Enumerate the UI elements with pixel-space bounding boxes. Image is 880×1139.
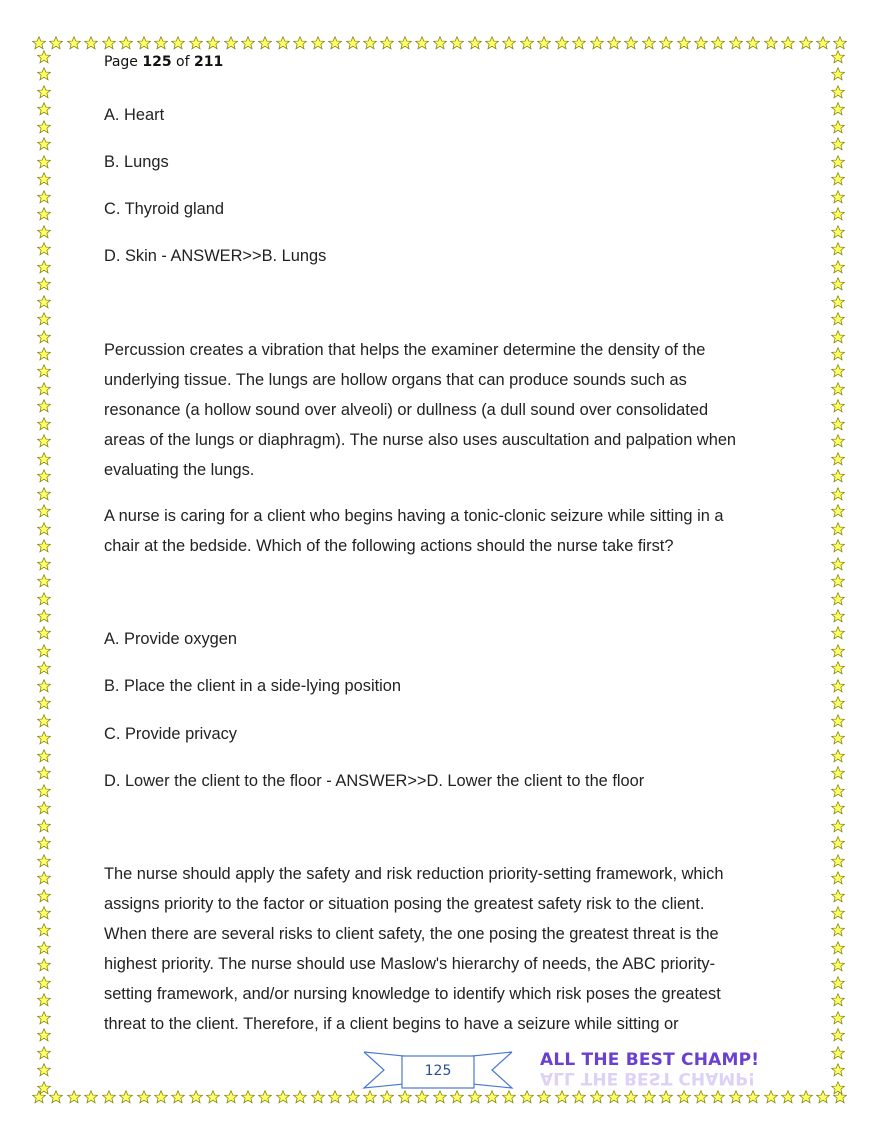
star-icon — [831, 906, 845, 920]
star-icon — [816, 1090, 830, 1104]
star-icon — [659, 36, 673, 50]
star-icon — [831, 382, 845, 396]
star-border-left — [35, 50, 53, 1095]
star-icon — [37, 731, 51, 745]
star-icon — [32, 36, 46, 50]
star-icon — [831, 190, 845, 204]
star-icon — [37, 696, 51, 710]
star-icon — [37, 574, 51, 588]
star-icon — [84, 36, 98, 50]
star-icon — [831, 277, 845, 291]
star-icon — [37, 382, 51, 396]
star-icon — [831, 522, 845, 536]
star-icon — [831, 504, 845, 518]
star-icon — [37, 766, 51, 780]
star-icon — [258, 1090, 272, 1104]
star-icon — [328, 36, 342, 50]
star-icon — [555, 1090, 569, 1104]
star-icon — [555, 36, 569, 50]
star-icon — [37, 504, 51, 518]
star-icon — [37, 889, 51, 903]
star-icon — [831, 626, 845, 640]
star-icon — [137, 1090, 151, 1104]
star-icon — [37, 364, 51, 378]
star-icon — [37, 923, 51, 937]
option-b: B. Lungs — [104, 153, 169, 171]
star-icon — [37, 557, 51, 571]
star-icon — [831, 452, 845, 466]
star-icon — [311, 36, 325, 50]
current-page: 125 — [142, 54, 172, 70]
star-icon — [831, 1046, 845, 1060]
star-icon — [831, 592, 845, 606]
star-icon — [468, 36, 482, 50]
star-icon — [37, 784, 51, 798]
star-icon — [37, 1011, 51, 1025]
star-icon — [831, 207, 845, 221]
star-icon — [729, 1090, 743, 1104]
page-of: of — [176, 54, 190, 70]
star-icon — [831, 295, 845, 309]
star-icon — [37, 85, 51, 99]
star-icon — [119, 1090, 133, 1104]
star-icon — [831, 260, 845, 274]
star-icon — [831, 889, 845, 903]
star-icon — [433, 36, 447, 50]
star-icon — [831, 539, 845, 553]
star-icon — [37, 958, 51, 972]
text-line: threat to the client. Therefore, if a client begins to have a seizure while sitting or — [104, 1015, 679, 1033]
star-icon — [37, 469, 51, 483]
star-icon — [831, 1011, 845, 1025]
star-icon — [537, 36, 551, 50]
star-icon — [816, 36, 830, 50]
star-icon — [37, 417, 51, 431]
star-icon — [37, 976, 51, 990]
star-icon — [398, 36, 412, 50]
star-icon — [224, 36, 238, 50]
star-icon — [119, 36, 133, 50]
star-icon — [37, 1063, 51, 1077]
star-icon — [694, 1090, 708, 1104]
star-icon — [37, 906, 51, 920]
star-icon — [189, 1090, 203, 1104]
text-line: setting framework, and/or nursing knowledge to identify which risk poses the greatest — [104, 985, 721, 1003]
star-icon — [624, 1090, 638, 1104]
star-border-right — [829, 50, 847, 1095]
star-icon — [37, 487, 51, 501]
star-icon — [37, 592, 51, 606]
star-icon — [831, 609, 845, 623]
star-icon — [276, 1090, 290, 1104]
star-icon — [590, 36, 604, 50]
star-icon — [37, 434, 51, 448]
star-icon — [831, 714, 845, 728]
star-icon — [37, 172, 51, 186]
star-icon — [37, 277, 51, 291]
star-icon — [241, 1090, 255, 1104]
star-icon — [37, 399, 51, 413]
star-icon — [831, 434, 845, 448]
explanation-paragraph-2 — [104, 859, 784, 1039]
star-icon — [831, 749, 845, 763]
question-paragraph — [104, 501, 784, 561]
star-icon — [37, 1081, 51, 1095]
star-icon — [37, 102, 51, 116]
text-line: underlying tissue. The lungs are hollow organs that can produce sounds such as — [104, 371, 687, 389]
star-icon — [37, 836, 51, 850]
star-icon — [450, 36, 464, 50]
option-c: C. Provide privacy — [104, 725, 237, 743]
star-icon — [37, 190, 51, 204]
star-icon — [831, 976, 845, 990]
star-icon — [831, 731, 845, 745]
star-icon — [572, 36, 586, 50]
star-icon — [206, 1090, 220, 1104]
star-icon — [746, 36, 760, 50]
text-line: areas of the lungs or diaphragm). The nurse also uses auscultation and palpation when — [104, 431, 737, 449]
star-icon — [37, 871, 51, 885]
star-icon — [831, 347, 845, 361]
star-icon — [831, 312, 845, 326]
star-icon — [659, 1090, 673, 1104]
star-icon — [590, 1090, 604, 1104]
option-a: A. Provide oxygen — [104, 630, 238, 648]
star-icon — [485, 36, 499, 50]
option-c: C. Thyroid gland — [104, 200, 224, 218]
star-icon — [67, 1090, 81, 1104]
star-icon — [677, 1090, 691, 1104]
champ-slogan: ALL THE BEST CHAMP! — [540, 1050, 760, 1070]
star-icon — [37, 137, 51, 151]
star-icon — [37, 679, 51, 693]
star-icon — [831, 766, 845, 780]
star-icon — [831, 574, 845, 588]
star-icon — [37, 67, 51, 81]
star-icon — [154, 1090, 168, 1104]
page-header — [104, 54, 223, 70]
star-icon — [624, 36, 638, 50]
star-icon — [37, 295, 51, 309]
star-icon — [171, 36, 185, 50]
star-icon — [831, 137, 845, 151]
star-icon — [37, 452, 51, 466]
text-line: When there are several risks to client safety, the one posing the greatest threat is the — [104, 925, 719, 943]
star-icon — [37, 661, 51, 675]
option-d-answer: D. Lower the client to the floor - ANSWER>>D. Lower the client to the floor — [104, 772, 645, 790]
star-icon — [276, 36, 290, 50]
star-icon — [37, 1028, 51, 1042]
star-border-top — [32, 36, 848, 54]
star-icon — [642, 36, 656, 50]
star-icon — [346, 36, 360, 50]
star-icon — [37, 854, 51, 868]
text-line: resonance (a hollow sound over alveoli) or dullness (a dull sound over consolidated — [104, 401, 709, 419]
star-icon — [206, 36, 220, 50]
star-icon — [37, 644, 51, 658]
star-icon — [764, 1090, 778, 1104]
star-icon — [37, 50, 51, 64]
star-icon — [37, 242, 51, 256]
footer-page-number: 125 — [424, 1063, 452, 1079]
star-icon — [831, 364, 845, 378]
star-icon — [37, 155, 51, 169]
star-icon — [37, 522, 51, 536]
star-icon — [37, 993, 51, 1007]
star-icon — [831, 557, 845, 571]
star-icon — [831, 469, 845, 483]
star-icon — [67, 36, 81, 50]
text-line: highest priority. The nurse should use Maslow's hierarchy of needs, the ABC priority- — [104, 955, 716, 973]
star-icon — [502, 36, 516, 50]
text-line: evaluating the lungs. — [104, 461, 255, 479]
star-icon — [781, 36, 795, 50]
star-icon — [37, 609, 51, 623]
star-icon — [729, 36, 743, 50]
star-icon — [154, 36, 168, 50]
star-icon — [171, 1090, 185, 1104]
star-icon — [137, 36, 151, 50]
star-icon — [831, 120, 845, 134]
star-icon — [831, 1063, 845, 1077]
star-icon — [224, 1090, 238, 1104]
star-icon — [37, 260, 51, 274]
star-icon — [607, 1090, 621, 1104]
champ-slogan-reflection: ALL THE BEST CHAMP! — [540, 1068, 756, 1088]
explanation-paragraph-1 — [104, 335, 784, 485]
star-icon — [799, 36, 813, 50]
star-icon — [831, 85, 845, 99]
star-icon — [37, 312, 51, 326]
star-icon — [37, 801, 51, 815]
star-icon — [607, 36, 621, 50]
star-icon — [831, 661, 845, 675]
star-icon — [831, 155, 845, 169]
text-line: A nurse is caring for a client who begins having a tonic-clonic seizure while sitting in a — [104, 507, 724, 525]
star-icon — [831, 801, 845, 815]
option-d-answer: D. Skin - ANSWER>>B. Lungs — [104, 247, 327, 265]
star-icon — [831, 225, 845, 239]
star-icon — [37, 225, 51, 239]
star-icon — [831, 941, 845, 955]
star-icon — [311, 1090, 325, 1104]
text-line: assigns priority to the factor or situation posing the greatest safety risk to the client. — [104, 895, 705, 913]
star-icon — [831, 696, 845, 710]
star-icon — [831, 417, 845, 431]
star-icon — [833, 36, 847, 50]
star-icon — [711, 1090, 725, 1104]
star-icon — [831, 993, 845, 1007]
star-icon — [293, 36, 307, 50]
total-pages: 211 — [194, 54, 224, 70]
star-icon — [37, 330, 51, 344]
text-line: The nurse should apply the safety and risk reduction priority-setting framework, which — [104, 865, 724, 883]
page-label: Page — [104, 54, 138, 70]
star-icon — [37, 120, 51, 134]
star-icon — [711, 36, 725, 50]
star-icon — [831, 923, 845, 937]
star-icon — [831, 871, 845, 885]
star-icon — [831, 644, 845, 658]
star-icon — [37, 714, 51, 728]
star-icon — [831, 854, 845, 868]
star-icon — [37, 1046, 51, 1060]
star-icon — [37, 347, 51, 361]
star-icon — [831, 958, 845, 972]
star-icon — [258, 36, 272, 50]
star-icon — [831, 1028, 845, 1042]
option-a: A. Heart — [104, 106, 165, 124]
star-icon — [293, 1090, 307, 1104]
star-icon — [49, 36, 63, 50]
star-icon — [415, 36, 429, 50]
star-icon — [764, 36, 778, 50]
star-icon — [831, 784, 845, 798]
star-icon — [572, 1090, 586, 1104]
star-icon — [831, 399, 845, 413]
star-icon — [831, 330, 845, 344]
star-icon — [746, 1090, 760, 1104]
star-icon — [102, 1090, 116, 1104]
star-icon — [37, 539, 51, 553]
star-icon — [37, 941, 51, 955]
star-icon — [520, 1090, 534, 1104]
star-icon — [380, 36, 394, 50]
star-icon — [520, 36, 534, 50]
star-icon — [189, 36, 203, 50]
star-icon — [831, 50, 845, 64]
star-icon — [677, 36, 691, 50]
star-icon — [781, 1090, 795, 1104]
star-icon — [831, 819, 845, 833]
star-icon — [537, 1090, 551, 1104]
star-icon — [642, 1090, 656, 1104]
star-icon — [102, 36, 116, 50]
star-icon — [831, 172, 845, 186]
star-icon — [363, 36, 377, 50]
option-b: B. Place the client in a side-lying position — [104, 677, 402, 695]
text-line: chair at the bedside. Which of the following actions should the nurse take first? — [104, 537, 674, 555]
star-icon — [694, 36, 708, 50]
star-icon — [37, 819, 51, 833]
star-icon — [831, 679, 845, 693]
star-icon — [346, 1090, 360, 1104]
star-icon — [831, 67, 845, 81]
star-icon — [84, 1090, 98, 1104]
star-icon — [37, 749, 51, 763]
star-icon — [241, 36, 255, 50]
star-icon — [831, 242, 845, 256]
star-icon — [831, 836, 845, 850]
star-icon — [37, 207, 51, 221]
star-icon — [831, 1081, 845, 1095]
star-icon — [37, 626, 51, 640]
star-icon — [799, 1090, 813, 1104]
text-line: Percussion creates a vibration that helps the examiner determine the density of the — [104, 341, 706, 359]
star-icon — [328, 1090, 342, 1104]
star-icon — [831, 102, 845, 116]
star-icon — [831, 487, 845, 501]
